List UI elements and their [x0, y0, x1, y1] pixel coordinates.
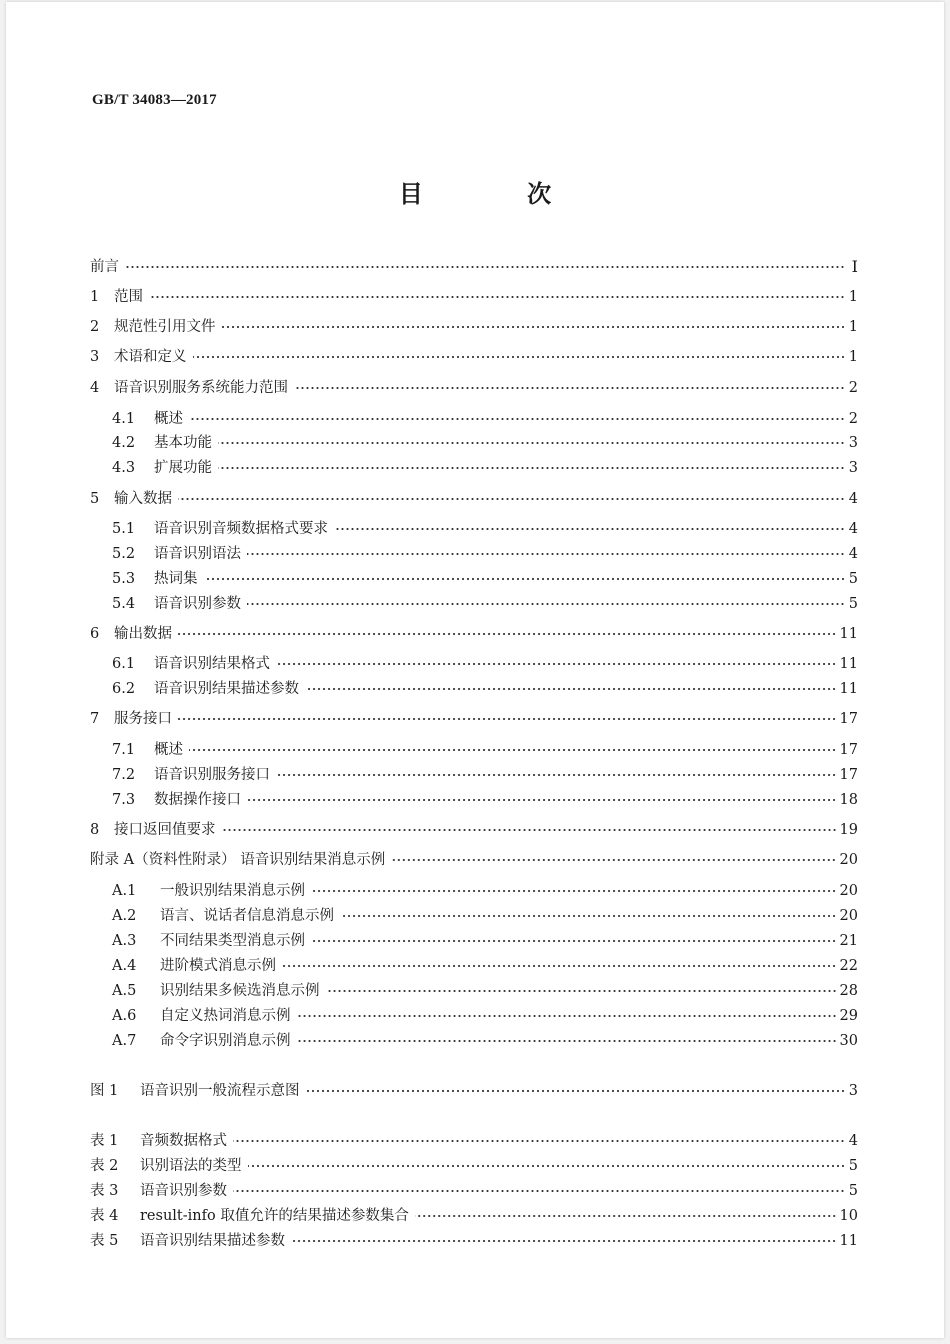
toc-entry-page: 11: [839, 681, 858, 697]
toc-entry-page: Ⅰ: [851, 257, 858, 276]
toc-entry-appendix[interactable]: [90, 850, 858, 870]
toc-entry-number: A.7: [112, 1033, 137, 1049]
toc-entry-number: 5: [90, 491, 100, 507]
table-label: result-info 取值允许的结果描述参数集合: [140, 1208, 409, 1224]
toc-entry-page: 21: [839, 933, 858, 949]
toc-entry-label: 语音识别音频数据格式要求: [154, 521, 328, 537]
toc-entry-label: 输入数据: [114, 491, 172, 507]
table-label: 识别语法的类型: [140, 1158, 242, 1174]
toc-entry-label: 附录 A（资料性附录） 语音识别结果消息示例: [90, 852, 386, 868]
toc-entry-label: 数据操作接口: [154, 792, 241, 808]
toc-entry-number: 7.3: [112, 792, 136, 808]
toc-entry-number: A.3: [112, 933, 137, 949]
toc-entry[interactable]: [112, 544, 858, 564]
toc-entry-label: 进阶模式消息示例: [160, 958, 276, 974]
toc-entry-page: 20: [839, 852, 858, 868]
table-entry[interactable]: [90, 1231, 858, 1251]
figure-number: 图 1: [90, 1083, 119, 1099]
toc-entry-label: 术语和定义: [114, 349, 187, 365]
toc-entry-number: 4.3: [112, 460, 136, 476]
toc-entry-label: 语音识别服务接口: [154, 767, 270, 783]
figure-label: 语音识别一般流程示意图: [140, 1083, 300, 1099]
toc-entry[interactable]: [112, 740, 858, 760]
toc-entry-label: 一般识别结果消息示例: [160, 883, 305, 899]
toc-entry-label: 服务接口: [114, 711, 172, 727]
toc-entry[interactable]: [112, 569, 858, 589]
table-number: 表 2: [90, 1158, 119, 1174]
toc-entry-page: 17: [839, 767, 858, 783]
toc-entry-page: 3: [848, 460, 858, 476]
toc-entry-label: 热词集: [154, 571, 198, 587]
toc-entry-page: 3: [848, 435, 858, 451]
toc-entry-page: 11: [839, 626, 858, 642]
toc-entry[interactable]: [112, 790, 858, 810]
toc-entry-label: 概述: [154, 742, 183, 758]
toc-entry[interactable]: [90, 709, 858, 729]
toc-entry-number: 6: [90, 626, 100, 642]
toc-entry[interactable]: [112, 906, 858, 926]
toc-entry[interactable]: [112, 931, 858, 951]
toc-entry-label: 命令字识别消息示例: [160, 1033, 291, 1049]
toc-entry[interactable]: [112, 409, 858, 429]
toc-entry-label: 前言: [90, 259, 119, 275]
toc-entry[interactable]: [90, 489, 858, 509]
toc-entry-label: 语音识别结果格式: [154, 656, 270, 672]
toc-entry[interactable]: [90, 624, 858, 644]
toc-entry[interactable]: [112, 981, 858, 1001]
toc-entry-label: 语音识别语法: [154, 546, 241, 562]
toc-entry-label: 规范性引用文件: [114, 319, 216, 335]
standard-code: GB/T 34083—2017: [92, 92, 217, 108]
toc-entry-number: 5.1: [112, 521, 136, 537]
toc-entry[interactable]: [112, 594, 858, 614]
toc-entry[interactable]: [112, 433, 858, 453]
toc-entry[interactable]: [90, 257, 858, 277]
toc-entry-label: 扩展功能: [154, 460, 212, 476]
toc-entry-number: A.5: [112, 983, 137, 999]
toc-entry-number: 6.1: [112, 656, 136, 672]
toc-entry[interactable]: [112, 1031, 858, 1051]
toc-entry-page: 17: [839, 742, 858, 758]
toc-entry[interactable]: [112, 881, 858, 901]
toc-entry-label: 接口返回值要求: [114, 822, 216, 838]
toc-entry-page: 19: [839, 822, 858, 838]
toc-entry[interactable]: [90, 820, 858, 840]
toc-entry-number: 3: [90, 349, 100, 365]
toc-entry-page: 11: [839, 656, 858, 672]
toc-entry[interactable]: [90, 287, 858, 307]
toc-entry-page: 2: [848, 380, 858, 396]
table-page: 4: [848, 1133, 858, 1149]
toc-entry-label: 识别结果多候选消息示例: [160, 983, 320, 999]
toc-entry-page: 20: [839, 883, 858, 899]
table-number: 表 1: [90, 1133, 119, 1149]
toc-entry-number: 5.2: [112, 546, 136, 562]
table-number: 表 4: [90, 1208, 119, 1224]
toc-entry-number: 2: [90, 319, 100, 335]
toc-entry[interactable]: [90, 347, 858, 367]
toc-entry[interactable]: [112, 679, 858, 699]
toc-entry-page: 18: [839, 792, 858, 808]
table-entry[interactable]: [90, 1131, 858, 1151]
toc-entry-label: 自定义热词消息示例: [160, 1008, 291, 1024]
toc-entry[interactable]: [90, 378, 858, 398]
toc-entry-page: 5: [848, 596, 858, 612]
toc-entry-label: 语音识别结果描述参数: [154, 681, 299, 697]
toc-entry-number: A.4: [112, 958, 137, 974]
table-page: 11: [839, 1233, 858, 1249]
toc-entry[interactable]: [112, 458, 858, 478]
document-page: [6, 2, 944, 1338]
table-page: 5: [848, 1183, 858, 1199]
toc-entry-label: 语音识别服务系统能力范围: [114, 380, 288, 396]
table-number: 表 5: [90, 1233, 119, 1249]
toc-entry-page: 4: [848, 491, 858, 507]
table-entry[interactable]: [90, 1181, 858, 1201]
toc-entry-label: 语音识别参数: [154, 596, 241, 612]
toc-entry-number: 7: [90, 711, 100, 727]
toc-entry-page: 1: [848, 319, 858, 335]
table-number: 表 3: [90, 1183, 119, 1199]
toc-entry-number: A.1: [112, 883, 137, 899]
table-label: 语音识别结果描述参数: [140, 1233, 285, 1249]
toc-entry-label: 概述: [154, 411, 183, 427]
toc-entry-page: 1: [848, 289, 858, 305]
toc-entry-number: 4: [90, 380, 100, 396]
toc-entry-page: 4: [848, 546, 858, 562]
toc-entry[interactable]: [112, 765, 858, 785]
toc-entry-label: 基本功能: [154, 435, 212, 451]
table-page: 5: [848, 1158, 858, 1174]
toc-entry-page: 4: [848, 521, 858, 537]
figure-page: 3: [848, 1083, 858, 1099]
toc-entry-number: 8: [90, 822, 100, 838]
toc-title: 目 次: [398, 179, 600, 208]
toc-entry-number: 7.1: [112, 742, 136, 758]
toc-entry-page: 1: [848, 349, 858, 365]
table-entry[interactable]: [90, 1156, 858, 1176]
table-label: 语音识别参数: [140, 1183, 227, 1199]
toc-entry-page: 17: [839, 711, 858, 727]
toc-entry-label: 范围: [114, 289, 143, 305]
toc-entry-number: A.2: [112, 908, 137, 924]
toc-entry-page: 5: [848, 571, 858, 587]
toc-entry-number: 7.2: [112, 767, 136, 783]
toc-entry-label: 输出数据: [114, 626, 172, 642]
toc-entry[interactable]: [112, 1006, 858, 1026]
table-label: 音频数据格式: [140, 1133, 227, 1149]
toc-entry[interactable]: [112, 519, 858, 539]
toc-entry[interactable]: [112, 956, 858, 976]
toc-entry-page: 2: [848, 411, 858, 427]
figure-entry[interactable]: [90, 1081, 858, 1101]
toc-entry-number: 4.2: [112, 435, 136, 451]
toc-entry-number: 1: [90, 289, 100, 305]
toc-entry-page: 22: [839, 958, 858, 974]
toc-entry[interactable]: [90, 317, 858, 337]
toc-entry[interactable]: [112, 654, 858, 674]
toc-entry-number: 5.4: [112, 596, 136, 612]
table-entry[interactable]: [90, 1206, 858, 1226]
toc-entry-number: 6.2: [112, 681, 136, 697]
toc-entry-label: 不同结果类型消息示例: [160, 933, 305, 949]
toc-entry-page: 29: [839, 1008, 858, 1024]
toc-entry-page: 20: [839, 908, 858, 924]
table-page: 10: [839, 1208, 858, 1224]
toc-entry-label: 语言、说话者信息消息示例: [160, 908, 334, 924]
toc-entry-page: 30: [839, 1033, 858, 1049]
toc-entry-number: 4.1: [112, 411, 136, 427]
toc-entry-number: A.6: [112, 1008, 137, 1024]
toc-entry-number: 5.3: [112, 571, 136, 587]
toc-entry-page: 28: [839, 983, 858, 999]
